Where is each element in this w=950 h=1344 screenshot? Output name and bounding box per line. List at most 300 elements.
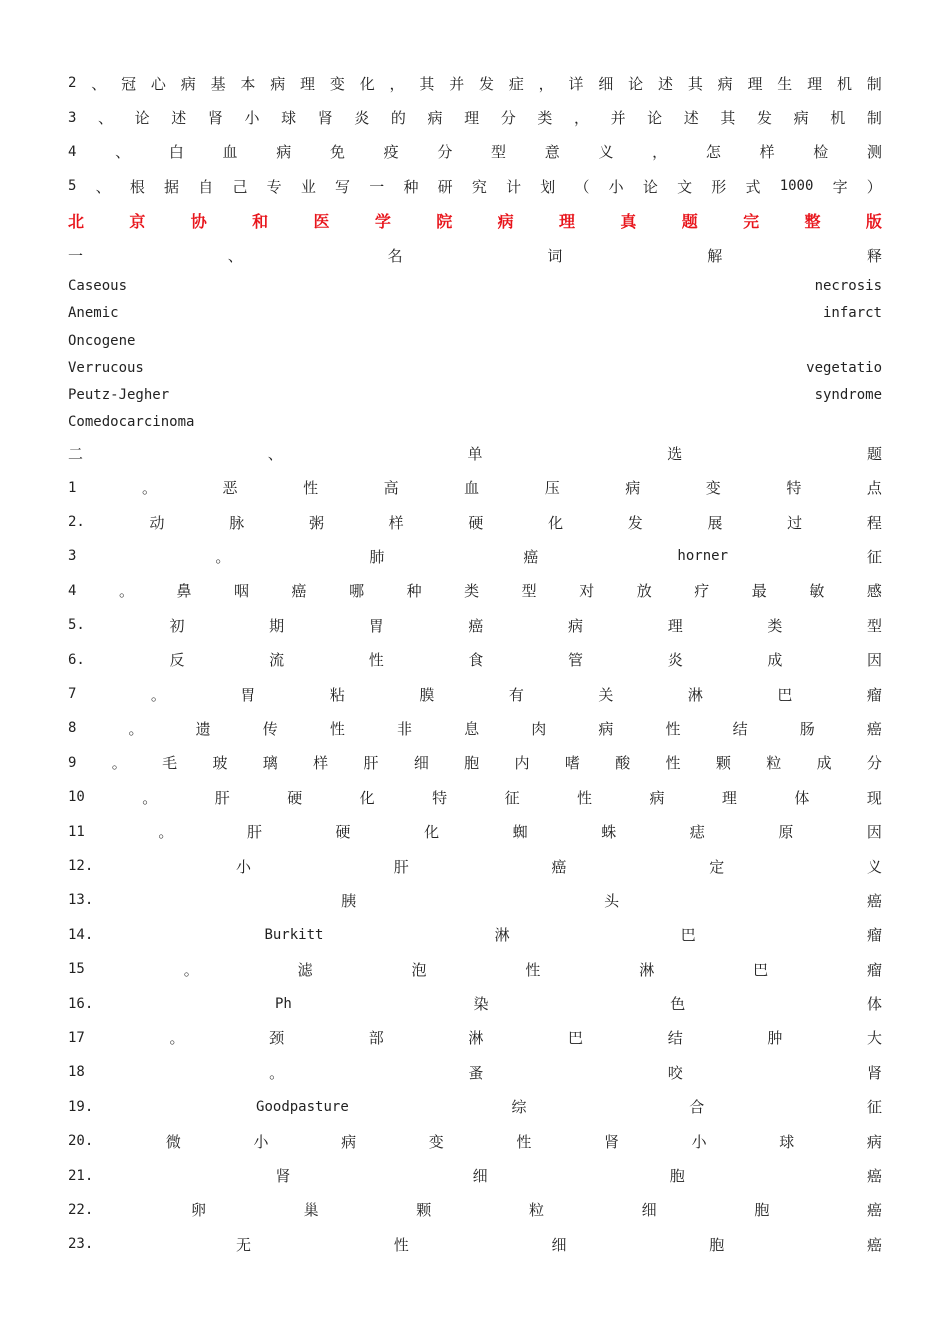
line-token: 原	[778, 823, 794, 842]
line-token: syndrome	[814, 387, 882, 404]
line-token: 性	[516, 1132, 532, 1151]
mcq-item	[68, 574, 882, 608]
mcq-item	[68, 505, 882, 539]
line-token: 瘤	[866, 960, 882, 979]
line-token: 胰	[341, 891, 357, 910]
essay-question	[68, 66, 882, 100]
line-token: 、	[227, 246, 243, 265]
line-token: 12.	[68, 858, 94, 874]
line-token: 样	[759, 143, 775, 162]
line-token: 性	[665, 754, 681, 773]
line-token: 癌	[551, 857, 567, 876]
line-token: 蚤	[468, 1063, 484, 1082]
line-token: 。	[150, 685, 166, 704]
line-token: 癌	[468, 616, 484, 635]
line-token: 论	[134, 109, 150, 128]
line-token: 。	[142, 788, 158, 807]
line-token: 感	[866, 582, 882, 601]
line-token: 体	[866, 995, 882, 1014]
line-token: 性	[577, 788, 593, 807]
line-token: 词	[547, 246, 563, 265]
line-token: 因	[866, 823, 882, 842]
mcq-item	[68, 1124, 882, 1158]
line-token: 反	[169, 651, 185, 670]
line-token: 。	[128, 719, 144, 738]
line-token: 15	[68, 961, 85, 978]
line-token: 病	[793, 109, 809, 128]
line-token: 过	[787, 513, 803, 532]
line-token: 3	[68, 109, 77, 126]
line-token: 11	[68, 823, 85, 840]
line-token: 。	[118, 582, 134, 601]
essay-question	[68, 100, 882, 134]
line-token: 性	[525, 960, 541, 979]
line-token: 。	[183, 960, 199, 979]
line-token: 胞	[754, 1201, 770, 1220]
mcq-item	[68, 849, 882, 883]
line-token: 血	[464, 479, 480, 498]
line-token: 滤	[297, 960, 313, 979]
line-token: 小	[691, 1132, 707, 1151]
line-token: 结	[732, 719, 748, 738]
line-token: 性	[303, 479, 319, 498]
line-token: 粘	[329, 685, 345, 704]
line-token: 胃	[240, 685, 256, 704]
line-token: 划	[540, 177, 556, 196]
line-token: 制	[866, 74, 882, 93]
line-token: 据	[164, 177, 180, 196]
line-token: 咬	[667, 1063, 683, 1082]
line-token: 、	[98, 109, 114, 128]
line-token: 17	[68, 1029, 85, 1046]
line-token: 论	[647, 109, 663, 128]
line-token: 发	[479, 74, 495, 93]
mcq-item	[68, 1158, 882, 1192]
line-token: 瘤	[866, 926, 882, 945]
line-token: 19.	[68, 1098, 94, 1115]
line-token: 4	[68, 582, 77, 599]
line-token: 癌	[523, 547, 539, 566]
line-token: 种	[403, 177, 419, 196]
line-token: 类	[767, 616, 783, 635]
line-token: 癌	[866, 891, 882, 910]
mcq-item	[68, 1055, 882, 1089]
line-token: 因	[866, 651, 882, 670]
line-token: 粥	[308, 513, 324, 532]
line-token: 类	[537, 109, 553, 128]
line-token: 哪	[349, 582, 365, 601]
line-token: 并	[610, 109, 626, 128]
line-token: 分	[500, 109, 516, 128]
line-token: 球	[779, 1132, 795, 1151]
line-token: 无	[236, 1235, 252, 1254]
line-token: 专	[266, 177, 282, 196]
line-token: 征	[866, 547, 882, 566]
term-item	[68, 409, 882, 436]
line-token: 9	[68, 754, 77, 771]
line-token: 版	[865, 212, 882, 232]
line-token: 小	[236, 857, 252, 876]
mcq-item	[68, 1227, 882, 1261]
line-token: 化	[424, 823, 440, 842]
line-token: 变	[428, 1132, 444, 1151]
line-token: 酸	[615, 754, 631, 773]
line-token: ，	[538, 74, 554, 93]
line-token: 述	[657, 74, 673, 93]
line-token: 制	[866, 109, 882, 128]
line-token: 癌	[291, 582, 307, 601]
line-token: 鼻	[176, 582, 192, 601]
line-token: 、	[267, 444, 283, 463]
line-token: 18	[68, 1064, 85, 1081]
line-token: 写	[335, 177, 351, 196]
line-token: 展	[707, 513, 723, 532]
line-token: 2	[68, 75, 77, 92]
line-token: 成	[816, 754, 832, 773]
line-token: 膜	[419, 685, 435, 704]
line-token: 粒	[766, 754, 782, 773]
line-token: horner	[677, 548, 728, 565]
line-token: 初	[169, 616, 185, 635]
line-token: 病	[270, 74, 286, 93]
line-token: 特	[432, 788, 448, 807]
line-token: ，	[652, 143, 668, 162]
line-token: 并	[449, 74, 465, 93]
line-token: 3	[68, 548, 77, 565]
line-token: 业	[300, 177, 316, 196]
line-token: 压	[544, 479, 560, 498]
line-token: 型	[866, 616, 882, 635]
line-token: 字	[832, 177, 848, 196]
line-token: 点	[866, 479, 882, 498]
line-token: 性	[329, 719, 345, 738]
line-token: 病	[866, 1132, 882, 1151]
line-token: 颈	[269, 1029, 285, 1048]
line-token: 肺	[369, 547, 385, 566]
line-token: 理	[721, 788, 737, 807]
line-token: 脉	[229, 513, 245, 532]
line-token: 7	[68, 686, 77, 703]
line-token: 硬	[287, 788, 303, 807]
line-token: 型	[521, 582, 537, 601]
line-token: 症	[508, 74, 524, 93]
line-token: 。	[141, 479, 157, 498]
line-token: 整	[804, 212, 821, 232]
line-token: 最	[751, 582, 767, 601]
line-token: 硬	[335, 823, 351, 842]
line-token: 京	[129, 212, 146, 232]
line-token: 样	[388, 513, 404, 532]
line-token: 结	[667, 1029, 683, 1048]
line-token: 肝	[214, 788, 230, 807]
line-token: 。	[111, 754, 127, 773]
line-token: 类	[464, 582, 480, 601]
line-token: 完	[743, 212, 760, 232]
line-token: 征	[504, 788, 520, 807]
line-token: 肝	[363, 754, 379, 773]
mcq-item	[68, 1193, 882, 1227]
mcq-item	[68, 711, 882, 745]
line-token: 一	[369, 177, 385, 196]
line-token: 病	[180, 74, 196, 93]
line-token: 胞	[709, 1235, 725, 1254]
line-token: 征	[866, 1098, 882, 1117]
line-token: 的	[390, 109, 406, 128]
line-token: 其	[687, 74, 703, 93]
line-token: 协	[190, 212, 207, 232]
line-token: 其	[419, 74, 435, 93]
line-token: 小	[253, 1132, 269, 1151]
line-token: 自	[198, 177, 214, 196]
line-token: 血	[222, 143, 238, 162]
line-token: 论	[628, 74, 644, 93]
line-token: 色	[670, 995, 686, 1014]
line-token: 成	[767, 651, 783, 670]
line-token: 淋	[494, 926, 510, 945]
line-token: necrosis	[814, 277, 882, 294]
line-token: 详	[568, 74, 584, 93]
mcq-item	[68, 918, 882, 952]
line-token: 淋	[468, 1029, 484, 1048]
line-token: 疗	[694, 582, 710, 601]
line-token: 咽	[234, 582, 250, 601]
line-token: 形	[711, 177, 727, 196]
line-token: 和	[252, 212, 269, 232]
line-token: 胞	[464, 754, 480, 773]
line-token: 发	[627, 513, 643, 532]
line-token: 肠	[799, 719, 815, 738]
line-token: 淋	[639, 960, 655, 979]
line-token: 敏	[809, 582, 825, 601]
line-token: 心	[150, 74, 166, 93]
line-token: infarct	[822, 305, 882, 322]
line-token: 病	[276, 143, 292, 162]
line-token: 。	[215, 547, 231, 566]
line-token: ，	[389, 74, 405, 93]
line-token: 小	[244, 109, 260, 128]
document-page	[68, 66, 882, 1262]
line-token: 巴	[777, 685, 793, 704]
line-token: 1	[68, 479, 77, 496]
line-token: 文	[677, 177, 693, 196]
line-token: 基	[210, 74, 226, 93]
mcq-item	[68, 746, 882, 780]
line-token: 1000	[779, 178, 814, 195]
line-token: 体	[794, 788, 810, 807]
line-token: 发	[757, 109, 773, 128]
line-token: 测	[866, 143, 882, 162]
line-token: 免	[329, 143, 345, 162]
line-token: Oncogene	[68, 332, 136, 349]
mcq-item	[68, 608, 882, 642]
line-token: 其	[720, 109, 736, 128]
line-token: 巴	[680, 926, 696, 945]
line-token: 本	[240, 74, 256, 93]
line-token: 粒	[528, 1201, 544, 1220]
line-token: 泡	[411, 960, 427, 979]
line-token: 癌	[866, 1201, 882, 1220]
line-token: 选	[667, 444, 683, 463]
mcq-item	[68, 677, 882, 711]
line-token: 8	[68, 720, 77, 737]
line-token: 硬	[468, 513, 484, 532]
line-token: 细	[413, 754, 429, 773]
line-token: 肝	[246, 823, 262, 842]
line-token: 意	[544, 143, 560, 162]
line-token: ）	[866, 177, 882, 196]
line-token: 变	[329, 74, 345, 93]
line-token: 部	[368, 1029, 384, 1048]
line-token: 炎	[667, 651, 683, 670]
line-token: 释	[866, 246, 882, 265]
line-token: （	[574, 177, 590, 196]
line-token: 内	[514, 754, 530, 773]
line-token: 细	[551, 1235, 567, 1254]
line-token: Comedocarcinoma	[68, 414, 195, 431]
line-token: 巢	[303, 1201, 319, 1220]
line-token: 、	[91, 74, 107, 93]
line-token: 21.	[68, 1167, 94, 1184]
line-token: 分	[866, 754, 882, 773]
line-token: 白	[168, 143, 184, 162]
line-token: 关	[598, 685, 614, 704]
line-token: 2.	[68, 514, 85, 531]
line-token: 22.	[68, 1201, 94, 1218]
line-token: 炎	[354, 109, 370, 128]
term-item	[68, 354, 882, 381]
mcq-item	[68, 1090, 882, 1124]
line-token: 10	[68, 789, 85, 806]
line-token: 。	[169, 1029, 185, 1048]
line-token: 病	[568, 616, 584, 635]
line-token: 对	[579, 582, 595, 601]
line-token: 遗	[195, 719, 211, 738]
line-token: 综	[511, 1098, 527, 1117]
line-token: 分	[437, 143, 453, 162]
line-token: 病	[341, 1132, 357, 1151]
line-token: 病	[427, 109, 443, 128]
line-token: 淋	[687, 685, 703, 704]
line-token: 二	[68, 444, 84, 463]
line-token: 颗	[416, 1201, 432, 1220]
line-token: 胞	[669, 1167, 685, 1186]
line-token: 理	[559, 212, 576, 232]
line-token: 题	[681, 212, 698, 232]
mcq-item	[68, 780, 882, 814]
line-token: 式	[745, 177, 761, 196]
line-token: 怎	[705, 143, 721, 162]
line-token: 机	[830, 109, 846, 128]
line-token: 16.	[68, 995, 94, 1012]
line-token: 检	[813, 143, 829, 162]
line-token: 蜘	[512, 823, 528, 842]
line-token: 机	[836, 74, 852, 93]
mcq-item	[68, 539, 882, 573]
line-token: 型	[491, 143, 507, 162]
mcq-item	[68, 814, 882, 848]
line-token: 肾	[207, 109, 223, 128]
line-token: 、	[115, 143, 131, 162]
line-token: Caseous	[68, 277, 128, 294]
line-token: 4	[68, 143, 77, 160]
line-token: 息	[464, 719, 480, 738]
line-token: vegetatio	[806, 359, 882, 376]
line-token: 性	[393, 1235, 409, 1254]
line-token: 冠	[121, 74, 137, 93]
line-token: 瘤	[866, 685, 882, 704]
term-item	[68, 382, 882, 409]
line-token: 球	[281, 109, 297, 128]
line-token: 院	[436, 212, 453, 232]
line-token: 嗜	[564, 754, 580, 773]
line-token: 化	[359, 788, 375, 807]
line-token: 小	[608, 177, 624, 196]
line-token: 微	[165, 1132, 181, 1151]
line-token: 头	[604, 891, 620, 910]
line-token: 流	[269, 651, 285, 670]
line-token: 肾	[866, 1063, 882, 1082]
mcq-item	[68, 642, 882, 676]
line-token: 一	[68, 246, 84, 265]
line-token: 染	[473, 995, 489, 1014]
line-token: Peutz-Jegher	[68, 387, 170, 404]
line-token: 合	[689, 1098, 705, 1117]
line-token: 化	[359, 74, 375, 93]
line-token: Ph	[274, 995, 292, 1012]
mcq-item	[68, 883, 882, 917]
line-token: 病	[717, 74, 733, 93]
term-item	[68, 327, 882, 354]
line-token: 卵	[190, 1201, 206, 1220]
line-token: 颗	[715, 754, 731, 773]
line-token: 题	[866, 444, 882, 463]
line-token: 种	[406, 582, 422, 601]
line-token: 真	[620, 212, 637, 232]
line-token: 医	[313, 212, 330, 232]
line-token: 名	[387, 246, 403, 265]
line-token: 程	[866, 513, 882, 532]
mcq-item	[68, 986, 882, 1020]
line-token: 义	[866, 857, 882, 876]
line-token: 13.	[68, 892, 94, 909]
line-token: 璃	[262, 754, 278, 773]
line-token: 管	[568, 651, 584, 670]
line-token: 究	[471, 177, 487, 196]
section-heading-mcq	[68, 436, 882, 470]
line-token: 大	[866, 1029, 882, 1048]
line-token: 己	[232, 177, 248, 196]
line-token: 5.	[68, 617, 85, 634]
line-token: 恶	[222, 479, 238, 498]
line-token: ，	[573, 109, 589, 128]
line-token: 病	[598, 719, 614, 738]
line-token: Anemic	[68, 305, 119, 322]
line-token: 单	[467, 444, 483, 463]
line-token: 非	[397, 719, 413, 738]
essay-question	[68, 169, 882, 203]
line-token: 肾	[275, 1167, 291, 1186]
line-token: 肿	[767, 1029, 783, 1048]
line-token: 癌	[866, 1235, 882, 1254]
mcq-item	[68, 952, 882, 986]
line-token: 根	[129, 177, 145, 196]
line-token: Goodpasture	[256, 1098, 349, 1115]
line-token: 传	[262, 719, 278, 738]
line-token: 肾	[604, 1132, 620, 1151]
line-token: 样	[313, 754, 329, 773]
line-token: 特	[786, 479, 802, 498]
line-token: 生	[777, 74, 793, 93]
